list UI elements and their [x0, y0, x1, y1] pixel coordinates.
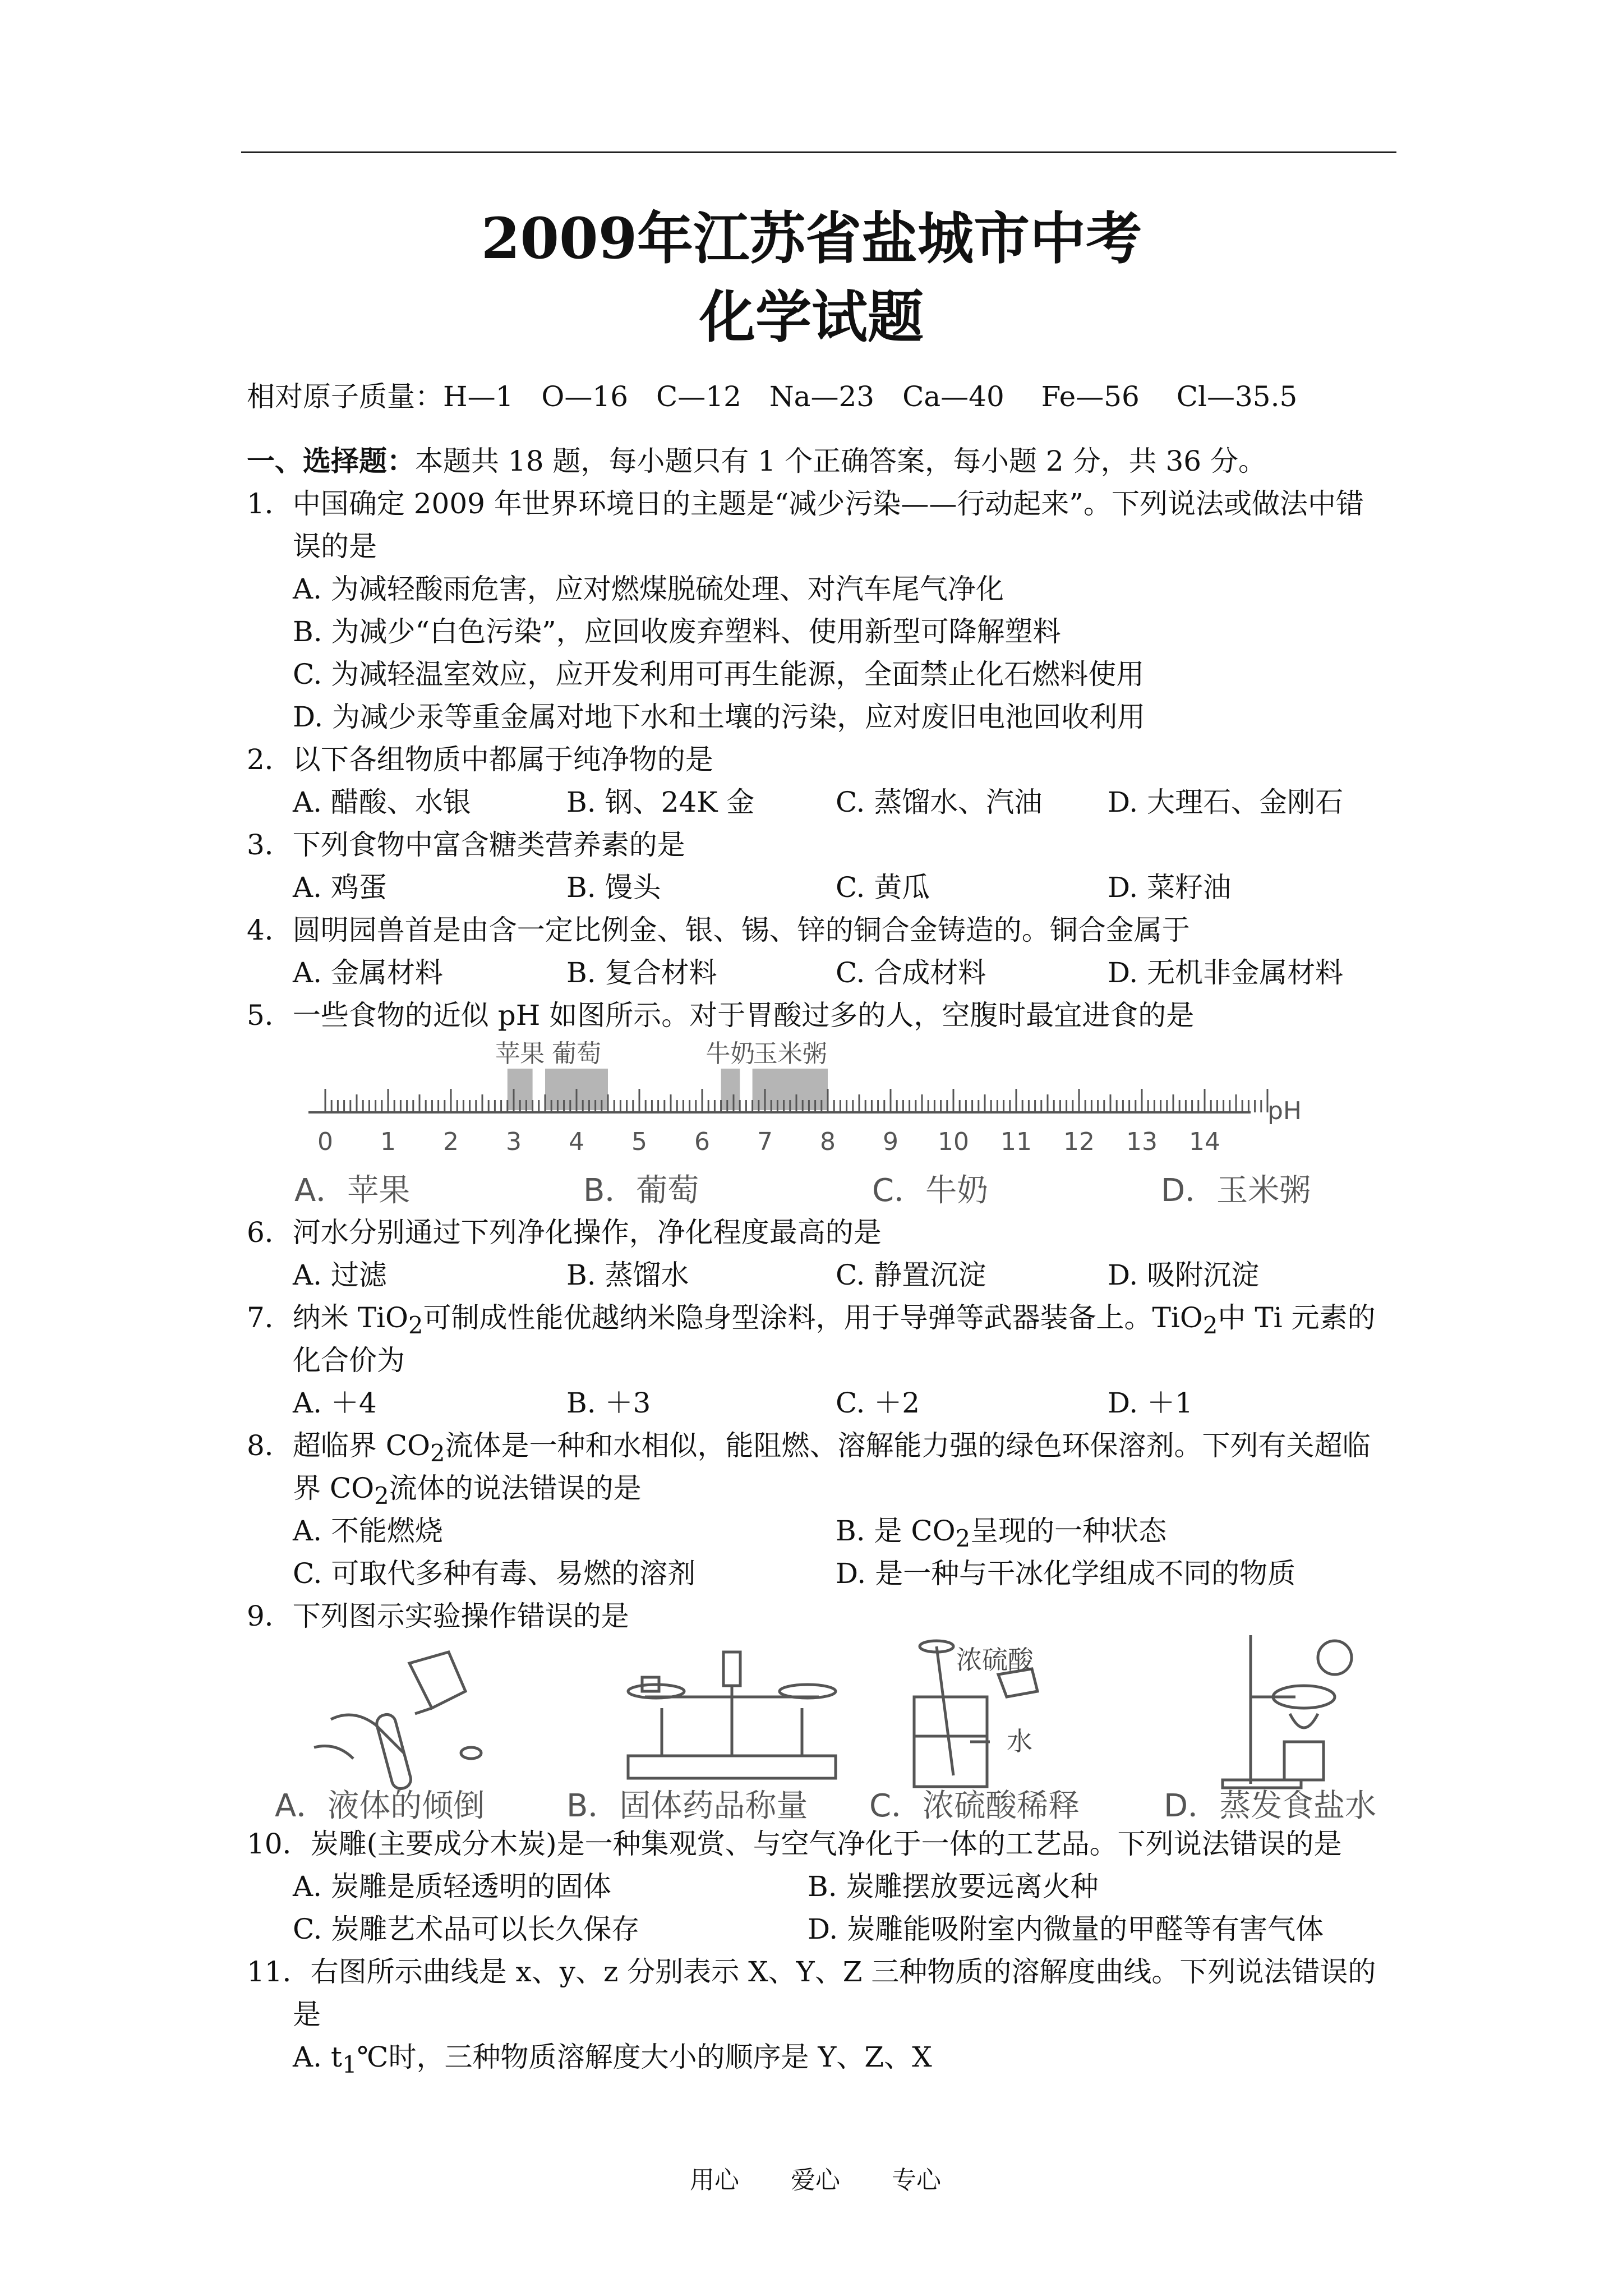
atomic-masses: 相对原子质量：H—1 O—16 C—12 Na—23 Ca—40 Fe—56 Cl—35.5	[247, 380, 1298, 413]
q1-option-c: C. 为减轻温室效应，应开发利用可再生能源，全面禁止化石燃料使用	[293, 658, 1145, 691]
ph-tick-label: 12	[1063, 1128, 1095, 1156]
footer-text-2: 爱心	[791, 2166, 840, 2194]
q7-stem-cont: 化合价为	[293, 1344, 405, 1377]
q9-figures	[269, 1630, 1391, 1798]
ph-tick-label: 8	[820, 1128, 836, 1156]
q1-stem: 1．中国确定 2009 年世界环境日的主题是“减少污染——行动起来”。下列说法或做法中错	[247, 487, 1364, 520]
q6-option-b: B. 蒸馏水	[566, 1259, 689, 1291]
q3-option-a: A. 鸡蛋	[293, 871, 387, 904]
q10-option-c: C. 炭雕艺术品可以长久保存	[293, 1913, 640, 1945]
q8-stem-cont: 界 $CO_2$流体的说法错误的是	[293, 1472, 642, 1510]
evaporation-illustration	[1223, 1635, 1352, 1788]
footer-text-1: 用心	[690, 2166, 739, 2194]
q2-option-c: C. 蒸馏水、汽油	[836, 786, 1043, 818]
q10-option-a: A. 炭雕是质轻透明的固体	[293, 1870, 611, 1903]
q1-option-b: B. 为减少“白色污染”，应回收废弃塑料、使用新型可降解塑料	[293, 615, 1061, 648]
q9-option-c: C．浓硫酸稀释	[869, 1788, 1080, 1824]
q9-stem: 9．下列图示实验操作错误的是	[247, 1600, 629, 1632]
ph-food-label: 苹果	[495, 1039, 545, 1068]
q3-option-b: B. 馒头	[566, 871, 661, 904]
q7-option-b: B. ＋3	[566, 1387, 651, 1419]
ph-tick-label: 9	[883, 1128, 898, 1156]
q7-option-d: D. ＋1	[1108, 1387, 1193, 1419]
ph-axis-label: pH	[1267, 1097, 1302, 1125]
ph-tick-label: 7	[757, 1128, 773, 1156]
q1-option-a: A. 为减轻酸雨危害，应对燃煤脱硫处理、对汽车尾气净化	[293, 573, 1004, 605]
q5-option-a: A．苹果	[294, 1172, 411, 1209]
exam-title: 2009年江苏省盐城市中考	[481, 205, 1142, 272]
q2-option-b: B. 钢、24K 金	[566, 786, 755, 818]
q6-option-a: A. 过滤	[293, 1259, 387, 1291]
q4-option-c: C. 合成材料	[836, 956, 986, 989]
section-heading: 一、选择题：本题共 18 题，每小题只有 1 个正确答案，每小题 2 分，共 36 分。	[247, 444, 1267, 477]
q9-option-b: B．固体药品称量	[566, 1788, 808, 1824]
ph-tick-label: 3	[506, 1128, 522, 1156]
q3-stem: 3．下列食物中富含糖类营养素的是	[247, 829, 685, 861]
ph-tick-label: 1	[380, 1128, 396, 1156]
q7-stem: 7．纳米 TiO$_2$可制成性能优越纳米隐身型涂料，用于导弹等武器装备上。TiO$_2$中 Ti 元素的	[247, 1301, 1376, 1339]
q8-option-c: C. 可取代多种有毒、易燃的溶剂	[293, 1557, 696, 1590]
q1-stem-cont: 误的是	[293, 530, 377, 563]
ph-scale-figure	[292, 1035, 1312, 1203]
ph-tick-label: 13	[1126, 1128, 1158, 1156]
q1-option-d: D. 为减少汞等重金属对地下水和土壤的污染，应对废旧电池回收利用	[293, 701, 1146, 733]
q9-option-a: A．液体的倾倒	[275, 1788, 485, 1824]
q3-option-d: D. 菜籽油	[1108, 871, 1232, 904]
q10-stem: 10．炭雕(主要成分木炭)是一种集观赏、与空气净化于一体的工艺品。下列说法错误的是	[247, 1828, 1342, 1860]
ph-tick-label: 6	[694, 1128, 710, 1156]
ph-tick-label: 0	[317, 1128, 333, 1156]
q8-stem: 8．超临界 $CO_2$流体是一种和水相似，能阻燃、溶解能力强的绿色环保溶剂。下列有关超临	[247, 1429, 1371, 1467]
q6-option-c: C. 静置沉淀	[836, 1259, 986, 1291]
label-water: 水	[1007, 1726, 1032, 1756]
ph-tick-label: 11	[1000, 1128, 1032, 1156]
q11-stem-cont: 是	[293, 1998, 321, 2031]
q7-option-c: C. ＋2	[836, 1387, 920, 1419]
q2-option-d: D. 大理石、金刚石	[1108, 786, 1344, 818]
ph-tick-label: 10	[938, 1128, 969, 1156]
q11-option-a: A. $t_1℃$时，三种物质溶解度大小的顺序是 Y、Z、X	[293, 2041, 932, 2078]
liquid-pouring-illustration	[314, 1652, 481, 1791]
q4-option-a: A. 金属材料	[293, 956, 443, 989]
q10-option-b: B. 炭雕摆放要远离火种	[808, 1870, 1099, 1903]
q6-option-d: D. 吸附沉淀	[1108, 1259, 1260, 1291]
q4-option-b: B. 复合材料	[566, 956, 717, 989]
ph-food-band	[721, 1069, 740, 1110]
q7-option-a: A. ＋4	[293, 1387, 377, 1419]
header-rule	[241, 151, 1396, 153]
ph-tick-label: 4	[569, 1128, 584, 1156]
q8-option-b: B. 是 $CO_2$呈现的一种状态	[836, 1515, 1167, 1552]
q5-option-b: B．葡萄	[583, 1172, 699, 1209]
q5-option-d: D．玉米粥	[1161, 1172, 1311, 1209]
ph-food-label: 玉米粥	[753, 1039, 827, 1068]
footer-text-3: 专心	[892, 2166, 941, 2194]
q5-option-c: C．牛奶	[872, 1172, 989, 1209]
label-concentrated-sulfuric-acid: 浓硫酸	[956, 1645, 1034, 1675]
q9-option-d: D．蒸发食盐水	[1164, 1788, 1377, 1824]
ph-food-label: 葡萄	[552, 1039, 601, 1068]
q2-stem: 2．以下各组物质中都属于纯净物的是	[247, 743, 713, 776]
q3-option-c: C. 黄瓜	[836, 871, 930, 904]
ph-tick-label: 5	[631, 1128, 647, 1156]
q4-option-d: D. 无机非金属材料	[1108, 956, 1344, 989]
q11-stem: 11．右图所示曲线是 x、y、z 分别表示 X、Y、Z 三种物质的溶解度曲线。下列说法错误的	[247, 1955, 1376, 1988]
balance-scale-illustration	[628, 1652, 836, 1778]
exam-subtitle: 化学试题	[699, 284, 924, 350]
ph-tick-labels	[317, 1128, 1220, 1156]
ph-tick-label: 2	[443, 1128, 459, 1156]
q8-option-d: D. 是一种与干冰化学组成不同的物质	[836, 1557, 1296, 1590]
q2-option-a: A. 醋酸、水银	[293, 786, 471, 818]
ph-tick-label: 14	[1189, 1128, 1220, 1156]
q8-option-a: A. 不能燃烧	[293, 1515, 443, 1547]
q6-stem: 6．河水分别通过下列净化操作，净化程度最高的是	[247, 1216, 882, 1249]
ph-food-label: 牛奶	[706, 1039, 755, 1068]
q5-stem: 5．一些食物的近似 pH 如图所示。对于胃酸过多的人，空腹时最宜进食的是	[247, 999, 1195, 1032]
q10-option-d: D. 炭雕能吸附室内微量的甲醛等有害气体	[808, 1913, 1324, 1945]
q4-stem: 4．圆明园兽首是由含一定比例金、银、锡、锌的铜合金铸造的。铜合金属于	[247, 914, 1190, 946]
